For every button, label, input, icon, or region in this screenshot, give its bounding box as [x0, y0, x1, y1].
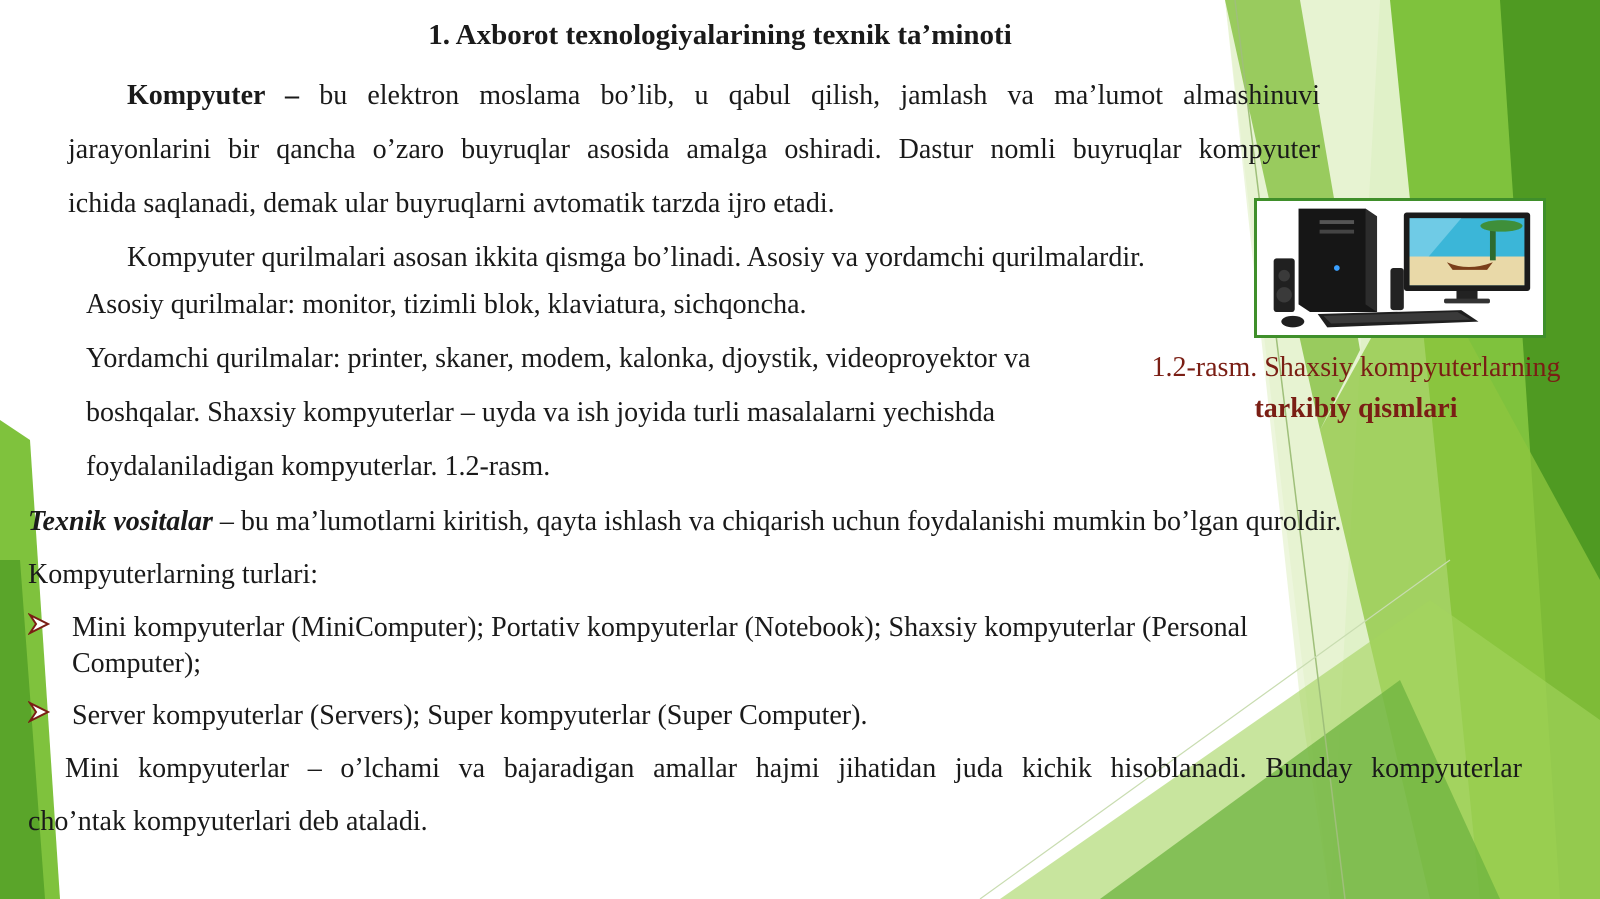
personal-computer-image: [1254, 198, 1546, 338]
arrow-bullet-icon: [28, 613, 50, 635]
para1-line2: jarayonlarini bir qancha o’zaro buyruqlar asosida amalga oshiradi. Dastur nomli buyruqlar kompyuter: [68, 134, 1320, 165]
aux-devices-line1: Yordamchi qurilmalar: printer, skaner, modem, kalonka, djoystik, videoproyektor va: [86, 343, 1031, 374]
bullet-1-line1: Mini kompyuterlar (MiniComputer); Portativ kompyuterlar (Notebook); Shaxsiy kompyuterlar (Personal: [72, 612, 1248, 643]
technical-definition-text: – bu ma’lumotlarni kiritish, qayta ishlash va chiqarish uchun foydalanishi mumkin bo’lgan quroldir.: [212, 506, 1342, 537]
technical-definition: [28, 505, 1341, 539]
para2: Kompyuter qurilmalari asosan ikkita qismga bo’linadi. Asosiy va yordamchi qurilmalardir.: [127, 242, 1145, 273]
main-devices: Asosiy qurilmalar: monitor, tizimli blok, klaviatura, sichqoncha.: [86, 289, 807, 320]
bullet-2-line1: Server kompyuterlar (Servers); Super kompyuterlar (Super Computer).: [72, 700, 868, 731]
aux-devices-line3: foydalaniladigan kompyuterlar. 1.2-rasm.: [86, 451, 551, 482]
kompyuter-term: Kompyuter –: [127, 80, 300, 111]
bullet-1-line2: Computer);: [72, 648, 202, 679]
mini-line1: Mini kompyuterlar – o’lchami va bajaradigan amallar hajmi jihatidan juda kichik hisoblanadi. Bunday kompyuterlar: [65, 753, 1522, 784]
types-heading: Kompyuterlarning turlari:: [28, 559, 319, 590]
figure-caption-line2: tarkibiy qismlari: [1254, 393, 1458, 424]
mini-line2: cho’ntak kompyuterlari deb ataladi.: [28, 806, 428, 837]
para1-line1-text: bu elektron moslama bo’lib, u qabul qilish, jamlash va ma’lumot almashinuvi: [299, 80, 1320, 111]
figure-caption-line1: 1.2-rasm. Shaxsiy kompyuterlarning: [1151, 352, 1561, 383]
slide-title: 1. Axborot texnologiyalarining texnik ta’minoti: [428, 19, 1012, 51]
aux-devices-line2: boshqalar. Shaxsiy kompyuterlar – uyda va ish joyida turli masalalarni yechishda: [86, 397, 996, 428]
para1-line3: ichida saqlanadi, demak ular buyruqlarni avtomatik tarzda ijro etadi.: [68, 188, 835, 219]
computer-illustration: [1257, 201, 1543, 335]
arrow-bullet-icon: [28, 701, 50, 723]
para1-line1: [127, 79, 1320, 113]
technical-term: Texnik vositalar: [28, 506, 213, 537]
